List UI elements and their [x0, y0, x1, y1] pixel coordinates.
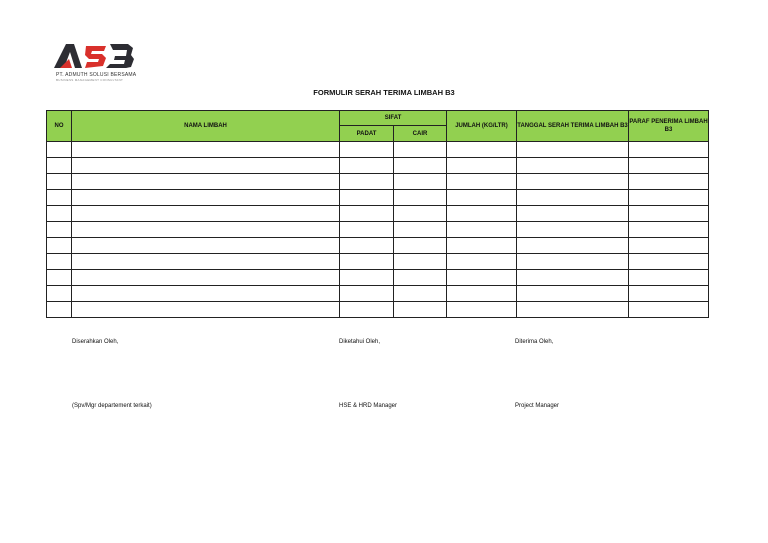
cell-paraf[interactable]: [629, 190, 709, 206]
cell-paraf[interactable]: [629, 142, 709, 158]
signature-label-diserahkan: Diserahkan Oleh,: [72, 339, 119, 345]
cell-padat[interactable]: [340, 286, 394, 302]
cell-padat[interactable]: [340, 190, 394, 206]
cell-tanggal[interactable]: [517, 222, 629, 238]
cell-nama-limbah[interactable]: [72, 286, 340, 302]
cell-tanggal[interactable]: [517, 270, 629, 286]
table-row: [47, 206, 709, 222]
signature-role-diketahui: HSE & HRD Manager: [339, 403, 398, 409]
cell-paraf[interactable]: [629, 254, 709, 270]
cell-cair[interactable]: [394, 270, 447, 286]
table-row: [47, 222, 709, 238]
cell-no[interactable]: [47, 142, 72, 158]
cell-tanggal[interactable]: [517, 206, 629, 222]
cell-cair[interactable]: [394, 142, 447, 158]
cell-nama-limbah[interactable]: [72, 190, 340, 206]
cell-padat[interactable]: [340, 174, 394, 190]
cell-cair[interactable]: [394, 302, 447, 318]
table-row: [47, 190, 709, 206]
cell-tanggal[interactable]: [517, 238, 629, 254]
cell-no[interactable]: [47, 222, 72, 238]
cell-cair[interactable]: [394, 286, 447, 302]
table-body: [47, 142, 709, 318]
col-header-padat: PADAT: [340, 126, 394, 142]
cell-nama-limbah[interactable]: [72, 270, 340, 286]
cell-paraf[interactable]: [629, 286, 709, 302]
cell-paraf[interactable]: [629, 158, 709, 174]
col-header-sifat: SIFAT: [340, 111, 447, 126]
cell-paraf[interactable]: [629, 270, 709, 286]
cell-tanggal[interactable]: [517, 286, 629, 302]
cell-jumlah[interactable]: [447, 286, 517, 302]
cell-cair[interactable]: [394, 222, 447, 238]
cell-paraf[interactable]: [629, 238, 709, 254]
cell-jumlah[interactable]: [447, 254, 517, 270]
cell-jumlah[interactable]: [447, 238, 517, 254]
cell-padat[interactable]: [340, 254, 394, 270]
cell-cair[interactable]: [394, 158, 447, 174]
cell-nama-limbah[interactable]: [72, 142, 340, 158]
cell-padat[interactable]: [340, 222, 394, 238]
cell-jumlah[interactable]: [447, 142, 517, 158]
table-row: [47, 270, 709, 286]
cell-no[interactable]: [47, 158, 72, 174]
cell-tanggal[interactable]: [517, 302, 629, 318]
cell-padat[interactable]: [340, 302, 394, 318]
asb-logo-mark: [52, 40, 136, 72]
cell-paraf[interactable]: [629, 206, 709, 222]
table-row: [47, 286, 709, 302]
cell-paraf[interactable]: [629, 302, 709, 318]
cell-no[interactable]: [47, 254, 72, 270]
cell-jumlah[interactable]: [447, 174, 517, 190]
cell-cair[interactable]: [394, 254, 447, 270]
cell-nama-limbah[interactable]: [72, 206, 340, 222]
cell-cair[interactable]: [394, 190, 447, 206]
cell-nama-limbah[interactable]: [72, 174, 340, 190]
cell-nama-limbah[interactable]: [72, 254, 340, 270]
cell-tanggal[interactable]: [517, 174, 629, 190]
cell-padat[interactable]: [340, 206, 394, 222]
table-row: [47, 158, 709, 174]
cell-padat[interactable]: [340, 142, 394, 158]
table-row: [47, 302, 709, 318]
table-row: [47, 238, 709, 254]
cell-no[interactable]: [47, 238, 72, 254]
cell-no[interactable]: [47, 206, 72, 222]
cell-jumlah[interactable]: [447, 270, 517, 286]
cell-paraf[interactable]: [629, 174, 709, 190]
signature-label-diketahui: Diketahui Oleh,: [339, 339, 381, 345]
cell-cair[interactable]: [394, 174, 447, 190]
cell-tanggal[interactable]: [517, 142, 629, 158]
company-logo: [52, 40, 136, 84]
cell-nama-limbah[interactable]: [72, 302, 340, 318]
cell-tanggal[interactable]: [517, 190, 629, 206]
cell-cair[interactable]: [394, 206, 447, 222]
signature-role-diterima: Project Manager: [515, 403, 560, 409]
cell-padat[interactable]: [340, 158, 394, 174]
signature-label-diterima: Diterima Oleh,: [515, 339, 554, 345]
col-header-no: NO: [47, 111, 72, 142]
cell-nama-limbah[interactable]: [72, 238, 340, 254]
col-header-jumlah: JUMLAH (KG/LTR): [447, 111, 517, 142]
table-row: [47, 254, 709, 270]
cell-jumlah[interactable]: [447, 158, 517, 174]
col-header-nama-limbah: NAMA LIMBAH: [72, 111, 340, 142]
waste-handover-table: [46, 110, 709, 318]
cell-nama-limbah[interactable]: [72, 222, 340, 238]
cell-cair[interactable]: [394, 238, 447, 254]
table-row: [47, 174, 709, 190]
logo-tagline: BUSINESS MANAGEMENT CONSULTANT: [56, 78, 124, 82]
cell-padat[interactable]: [340, 270, 394, 286]
col-header-cair: CAIR: [394, 126, 447, 142]
cell-no[interactable]: [47, 286, 72, 302]
cell-jumlah[interactable]: [447, 302, 517, 318]
cell-no[interactable]: [47, 190, 72, 206]
form-title: FORMULIR SERAH TERIMA LIMBAH B3: [313, 88, 455, 97]
cell-padat[interactable]: [340, 238, 394, 254]
table-row: [47, 142, 709, 158]
cell-nama-limbah[interactable]: [72, 158, 340, 174]
cell-no[interactable]: [47, 302, 72, 318]
cell-tanggal[interactable]: [517, 158, 629, 174]
cell-jumlah[interactable]: [447, 190, 517, 206]
cell-paraf[interactable]: [629, 222, 709, 238]
cell-tanggal[interactable]: [517, 254, 629, 270]
cell-no[interactable]: [47, 174, 72, 190]
col-header-tanggal: TANGGAL SERAH TERIMA LIMBAH B3: [517, 111, 629, 142]
logo-company-name: PT. ADMUTH SOLUSI BERSAMA: [56, 72, 137, 78]
cell-jumlah[interactable]: [447, 222, 517, 238]
signature-role-diserahkan: (Spv/Mgr departement terkait): [72, 403, 152, 409]
cell-no[interactable]: [47, 270, 72, 286]
cell-jumlah[interactable]: [447, 206, 517, 222]
col-header-paraf: PARAF PENERIMA LIMBAH B3: [629, 111, 709, 142]
